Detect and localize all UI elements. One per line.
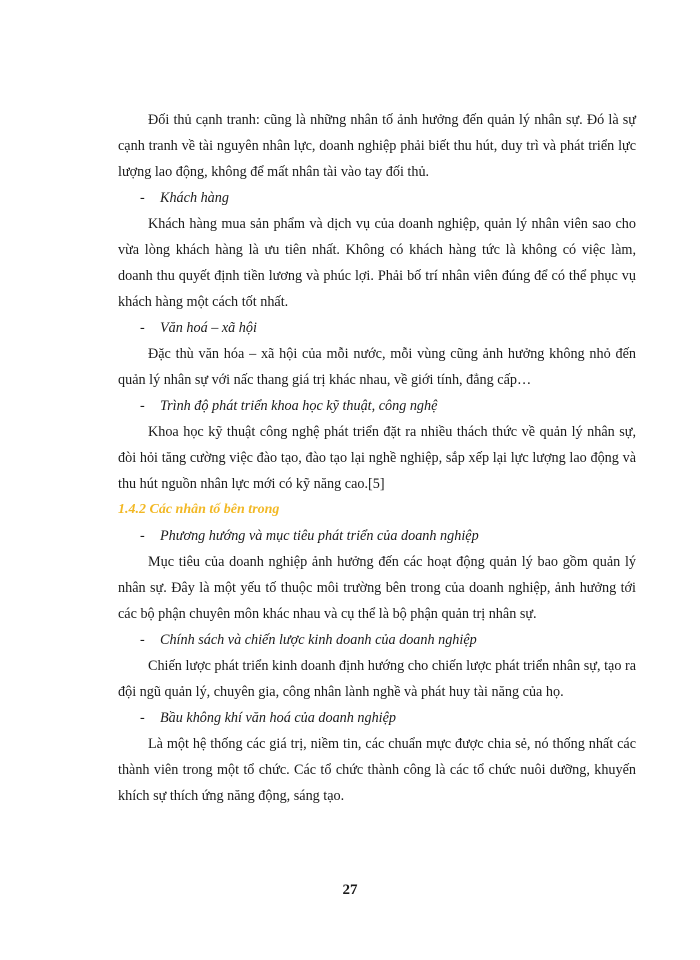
page-number: 27 xyxy=(342,882,358,898)
bullet-technology xyxy=(118,393,636,419)
paragraph-culture-society: Đặc thù văn hóa – xã hội của mỗi nước, mỗi vùng cũng ảnh hưởng không nhỏ đến quản lý nhân sự với nấc thang giá trị khác nhau, về giới tính, đẳng cấp… xyxy=(118,346,636,388)
bullet-label: Trình độ phát triển khoa học kỹ thuật, công nghệ xyxy=(160,398,438,414)
page-content xyxy=(118,107,636,809)
bullet-corporate-culture xyxy=(118,705,636,731)
paragraph-customers: Khách hàng mua sản phẩm và dịch vụ của doanh nghiệp, quản lý nhân viên sao cho vừa lòng khách hàng là ưu tiên nhất. Không có khách hàng tức là không có việc làm, doanh thu quyết định tiền lương và phúc lợi. Phải bố trí nhân viên đúng để có thể phục vụ khách hàng một cách tốt nhất. xyxy=(118,216,636,310)
bullet-label: Khách hàng xyxy=(160,190,229,206)
bullet-label: Phương hướng và mục tiêu phát triển của doanh nghiệp xyxy=(160,528,479,544)
bullet-goals xyxy=(118,523,636,549)
paragraph-competitors: Đối thủ cạnh tranh: cũng là những nhân tố ảnh hưởng đến quản lý nhân sự. Đó là sự cạnh tranh về tài nguyên nhân lực, doanh nghiệp phải biết thu hút, duy trì và phát triển lực lượng lao động, không để mất nhân tài vào tay đối thủ. xyxy=(118,112,636,180)
paragraph-corporate-culture: Là một hệ thống các giá trị, niềm tin, các chuẩn mực được chia sẻ, nó thống nhất các thành viên trong một tổ chức. Các tổ chức thành công là các tổ chức nuôi dưỡng, khuyến khích sự thích ứng năng động, sáng tạo. xyxy=(118,736,636,804)
bullet-label: Chính sách và chiến lược kinh doanh của doanh nghiệp xyxy=(160,632,477,648)
section-heading: 1.4.2 Các nhân tố bên trong xyxy=(118,502,280,517)
paragraph-technology: Khoa học kỹ thuật công nghệ phát triển đặt ra nhiều thách thức về quản lý nhân sự, đòi hỏi tăng cường việc đào tạo, đào tạo lại nghề nghiệp, sắp xếp lại lực lượng lao động và thu hút nguồn nhân lực mới có kỹ năng cao.[5] xyxy=(118,424,636,492)
bullet-dash: - xyxy=(140,320,145,336)
bullet-dash: - xyxy=(140,528,145,544)
bullet-customers xyxy=(118,185,636,211)
bullet-dash: - xyxy=(140,190,145,206)
bullet-strategy xyxy=(118,627,636,653)
bullet-dash: - xyxy=(140,398,145,414)
bullet-culture-society xyxy=(118,315,636,341)
paragraph-strategy: Chiến lược phát triển kinh doanh định hướng cho chiến lược phát triển nhân sự, tạo ra đội ngũ quản lý, chuyên gia, công nhân lành nghề và phát huy tài năng của họ. xyxy=(118,658,636,700)
paragraph-goals: Mục tiêu của doanh nghiệp ảnh hưởng đến các hoạt động quản lý bao gồm quản lý nhân sự. Đây là một yếu tố thuộc môi trường bên trong của doanh nghiệp, ảnh hưởng tới các bộ phận chuyên môn khác nhau và cụ thể là bộ phận quản trị nhân sự. xyxy=(118,554,636,622)
bullet-dash: - xyxy=(140,632,145,648)
bullet-label: Văn hoá – xã hội xyxy=(160,320,257,336)
bullet-dash: - xyxy=(140,710,145,726)
bullet-label: Bầu không khí văn hoá của doanh nghiệp xyxy=(160,710,397,726)
